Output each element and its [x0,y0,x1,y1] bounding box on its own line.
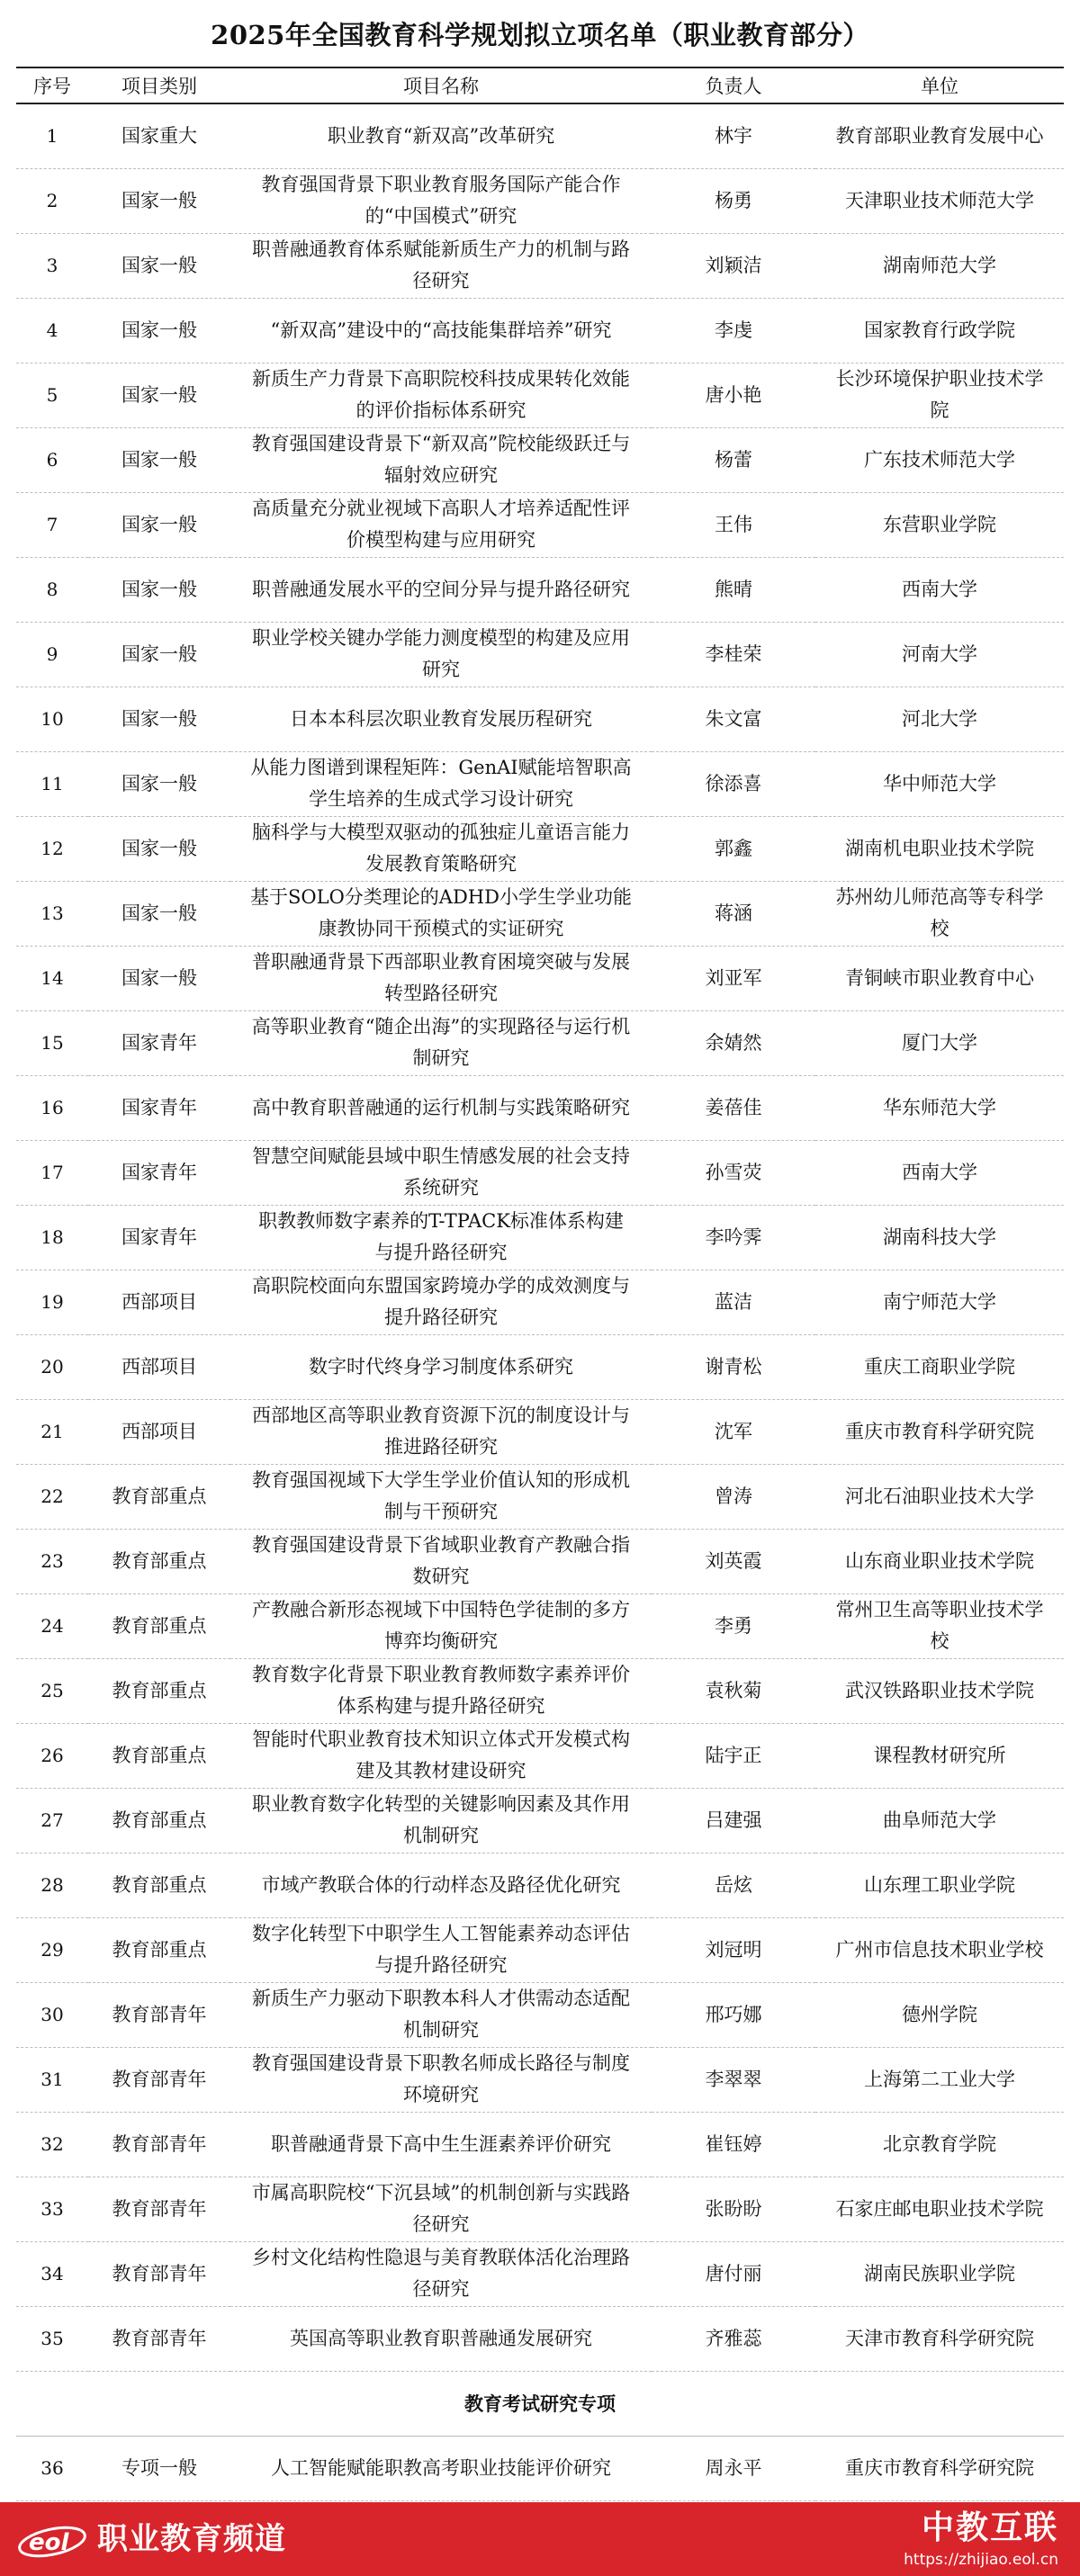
cell-unit: 苏州幼儿师范高等专科学校 [815,881,1064,946]
cell-name: 教育强国建设背景下“新双高”院校能级跃迁与辐射效应研究 [230,427,652,492]
cell-category: 教育部青年 [88,2112,230,2177]
cell-name: 职业教育数字化转型的关键影响因素及其作用机制研究 [230,1788,652,1853]
table-row [16,363,1064,427]
cell-name: 日本本科层次职业教育发展历程研究 [230,687,652,751]
project-list-table [16,67,1064,2501]
cell-unit: 石家庄邮电职业技术学院 [815,2177,1064,2241]
cell-category: 教育部青年 [88,2241,230,2306]
cell-index: 36 [16,2436,88,2500]
cell-name: 教育强国建设背景下省域职业教育产教融合指数研究 [230,1529,652,1593]
cell-unit: 广州市信息技术职业学校 [815,1917,1064,1982]
table-row [16,1853,1064,1917]
footer-logo[interactable] [16,2518,286,2560]
cell-category: 国家一般 [88,816,230,881]
table-row [16,1205,1064,1270]
cell-name: 智慧空间赋能县域中职生情感发展的社会支持系统研究 [230,1140,652,1205]
cell-name: 高职院校面向东盟国家跨境办学的成效测度与提升路径研究 [230,1270,652,1334]
cell-unit: 重庆工商职业学院 [815,1334,1064,1399]
cell-unit: 重庆市教育科学研究院 [815,1399,1064,1464]
cell-index: 2 [16,168,88,233]
footer-brand-block [770,2508,1058,2571]
table-row [16,1399,1064,1464]
cell-index: 7 [16,492,88,557]
cell-leader: 唐付丽 [652,2241,815,2306]
cell-leader: 杨勇 [652,168,815,233]
cell-category: 专项一般 [88,2436,230,2500]
section-row [16,2371,1064,2436]
cell-unit: 重庆市教育科学研究院 [815,2436,1064,2500]
cell-category: 国家一般 [88,363,230,427]
cell-unit: 南宁师范大学 [815,1270,1064,1334]
cell-category: 国家一般 [88,881,230,946]
cell-index: 29 [16,1917,88,1982]
table-row [16,1593,1064,1658]
cell-category: 教育部青年 [88,2047,230,2112]
cell-leader: 崔钰婷 [652,2112,815,2177]
cell-index: 24 [16,1593,88,1658]
table-row [16,1529,1064,1593]
special-table-row [16,2436,1064,2500]
cell-unit: 河南大学 [815,622,1064,687]
cell-index: 15 [16,1010,88,1075]
cell-unit: 课程教材研究所 [815,1723,1064,1788]
eol-logo-text: eol [29,2529,69,2556]
cell-name: 脑科学与大模型双驱动的孤独症儿童语言能力发展教育策略研究 [230,816,652,881]
cell-index: 25 [16,1658,88,1723]
cell-unit: 湖南科技大学 [815,1205,1064,1270]
cell-name: 市属高职院校“下沉县域”的机制创新与实践路径研究 [230,2177,652,2241]
table-row [16,1982,1064,2047]
table-row [16,816,1064,881]
cell-index: 1 [16,103,88,168]
cell-leader: 蓝洁 [652,1270,815,1334]
cell-index: 17 [16,1140,88,1205]
table-row [16,557,1064,622]
cell-name: 职业教育“新双高”改革研究 [230,103,652,168]
cell-name: 英国高等职业教育职普融通发展研究 [230,2306,652,2371]
cell-index: 11 [16,751,88,816]
cell-leader: 刘颖洁 [652,233,815,298]
table-row [16,492,1064,557]
footer-channel-name: 职业教育频道 [97,2521,286,2557]
cell-category: 国家一般 [88,298,230,363]
table-row [16,946,1064,1010]
cell-unit: 德州学院 [815,1982,1064,2047]
cell-name: 产教融合新形态视域下中国特色学徒制的多方博弈均衡研究 [230,1593,652,1658]
cell-unit: 北京教育学院 [815,2112,1064,2177]
cell-category: 国家青年 [88,1205,230,1270]
cell-category: 教育部重点 [88,1917,230,1982]
cell-index: 3 [16,233,88,298]
cell-leader: 吕建强 [652,1788,815,1853]
cell-index: 35 [16,2306,88,2371]
cell-category: 西部项目 [88,1334,230,1399]
cell-leader: 袁秋菊 [652,1658,815,1723]
page-title: 2025年全国教育科学规划拟立项名单（职业教育部分） [211,20,869,50]
cell-index: 16 [16,1075,88,1140]
cell-index: 30 [16,1982,88,2047]
cell-category: 教育部重点 [88,1853,230,1917]
cell-category: 国家重大 [88,103,230,168]
cell-index: 34 [16,2241,88,2306]
cell-unit: 西南大学 [815,1140,1064,1205]
table-body [16,103,1064,2500]
cell-name: 职普融通背景下高中生生涯素养评价研究 [230,2112,652,2177]
cell-unit: 湖南师范大学 [815,233,1064,298]
header-leader: 负责人 [652,67,815,103]
cell-name: 人工智能赋能职教高考职业技能评价研究 [230,2436,652,2500]
cell-leader: 熊晴 [652,557,815,622]
cell-index: 22 [16,1464,88,1529]
cell-name: 基于SOLO分类理论的ADHD小学生学业功能康教协同干预模式的实证研究 [230,881,652,946]
cell-index: 10 [16,687,88,751]
cell-name: 高等职业教育“随企出海”的实现路径与运行机制研究 [230,1010,652,1075]
cell-leader: 李桂荣 [652,622,815,687]
table-row [16,2306,1064,2371]
cell-leader: 杨蕾 [652,427,815,492]
cell-category: 教育部青年 [88,1982,230,2047]
cell-index: 13 [16,881,88,946]
cell-name: 职普融通发展水平的空间分异与提升路径研究 [230,557,652,622]
cell-unit: 天津市教育科学研究院 [815,2306,1064,2371]
table-row [16,1140,1064,1205]
cell-leader: 李吟霁 [652,1205,815,1270]
table-row [16,1723,1064,1788]
cell-index: 21 [16,1399,88,1464]
table-row [16,622,1064,687]
cell-category: 教育部重点 [88,1593,230,1658]
cell-index: 27 [16,1788,88,1853]
header-name: 项目名称 [230,67,652,103]
cell-index: 14 [16,946,88,1010]
cell-index: 8 [16,557,88,622]
table-row [16,1464,1064,1529]
cell-leader: 曾涛 [652,1464,815,1529]
cell-category: 国家一般 [88,687,230,751]
table-row [16,168,1064,233]
cell-leader: 刘亚军 [652,946,815,1010]
table-header-row [16,67,1064,103]
cell-category: 国家一般 [88,233,230,298]
cell-leader: 岳炫 [652,1853,815,1917]
cell-index: 5 [16,363,88,427]
table-row [16,687,1064,751]
cell-leader: 张盼盼 [652,2177,815,2241]
cell-category: 国家青年 [88,1075,230,1140]
cell-leader: 朱文富 [652,687,815,751]
cell-index: 4 [16,298,88,363]
cell-index: 6 [16,427,88,492]
cell-category: 国家一般 [88,492,230,557]
cell-leader: 王伟 [652,492,815,557]
cell-unit: 厦门大学 [815,1010,1064,1075]
table-row [16,1334,1064,1399]
cell-leader: 齐雅蕊 [652,2306,815,2371]
table-row [16,103,1064,168]
cell-name: 职普融通教育体系赋能新质生产力的机制与路径研究 [230,233,652,298]
cell-index: 32 [16,2112,88,2177]
cell-unit: 西南大学 [815,557,1064,622]
cell-category: 教育部重点 [88,1529,230,1593]
cell-name: 普职融通背景下西部职业教育困境突破与发展转型路径研究 [230,946,652,1010]
cell-name: “新双高”建设中的“高技能集群培养”研究 [230,298,652,363]
cell-category: 西部项目 [88,1270,230,1334]
cell-leader: 李勇 [652,1593,815,1658]
cell-name: 高中教育职普融通的运行机制与实践策略研究 [230,1075,652,1140]
cell-index: 20 [16,1334,88,1399]
cell-leader: 周永平 [652,2436,815,2500]
cell-unit: 曲阜师范大学 [815,1788,1064,1853]
table-row [16,2112,1064,2177]
cell-unit: 青铜峡市职业教育中心 [815,946,1064,1010]
cell-category: 国家一般 [88,557,230,622]
cell-unit: 教育部职业教育发展中心 [815,103,1064,168]
cell-name: 教育强国视域下大学生学业价值认知的形成机制与干预研究 [230,1464,652,1529]
cell-leader: 陆宇正 [652,1723,815,1788]
cell-name: 新质生产力背景下高职院校科技成果转化效能的评价指标体系研究 [230,363,652,427]
cell-leader: 刘英霞 [652,1529,815,1593]
table-row [16,298,1064,363]
footer-url[interactable]: https://zhijiao.eol.cn [904,2551,1058,2569]
cell-unit: 国家教育行政学院 [815,298,1064,363]
header-category: 项目类别 [88,67,230,103]
cell-leader: 刘冠明 [652,1917,815,1982]
table-row [16,2177,1064,2241]
cell-index: 31 [16,2047,88,2112]
cell-leader: 谢青松 [652,1334,815,1399]
cell-category: 国家一般 [88,622,230,687]
cell-category: 教育部重点 [88,1723,230,1788]
cell-unit: 华东师范大学 [815,1075,1064,1140]
cell-category: 国家一般 [88,168,230,233]
cell-unit: 河北石油职业技术大学 [815,1464,1064,1529]
footer-bar [0,2502,1080,2576]
cell-name: 智能时代职业教育技术知识立体式开发模式构建及其教材建设研究 [230,1723,652,1788]
cell-index: 9 [16,622,88,687]
table-row [16,881,1064,946]
cell-unit: 河北大学 [815,687,1064,751]
cell-index: 33 [16,2177,88,2241]
cell-leader: 林宇 [652,103,815,168]
cell-name: 新质生产力驱动下职教本科人才供需动态适配机制研究 [230,1982,652,2047]
cell-leader: 邢巧娜 [652,1982,815,2047]
cell-leader: 沈军 [652,1399,815,1464]
cell-category: 国家一般 [88,751,230,816]
cell-unit: 上海第二工业大学 [815,2047,1064,2112]
footer-brand: 中教互联 [921,2509,1058,2546]
cell-unit: 武汉铁路职业技术学院 [815,1658,1064,1723]
cell-name: 从能力图谱到课程矩阵：GenAI赋能培智职高学生培养的生成式学习设计研究 [230,751,652,816]
cell-category: 西部项目 [88,1399,230,1464]
cell-category: 国家青年 [88,1140,230,1205]
cell-name: 数字化转型下中职学生人工智能素养动态评估与提升路径研究 [230,1917,652,1982]
cell-category: 教育部重点 [88,1788,230,1853]
cell-index: 26 [16,1723,88,1788]
cell-index: 19 [16,1270,88,1334]
table-row [16,1010,1064,1075]
cell-name: 市域产教联合体的行动样态及路径优化研究 [230,1853,652,1917]
section-title: 教育考试研究专项 [16,2371,1064,2436]
cell-index: 23 [16,1529,88,1593]
table-row [16,2241,1064,2306]
cell-unit: 广东技术师范大学 [815,427,1064,492]
cell-unit: 华中师范大学 [815,751,1064,816]
cell-unit: 长沙环境保护职业技术学院 [815,363,1064,427]
cell-name: 乡村文化结构性隐退与美育教联体活化治理路径研究 [230,2241,652,2306]
cell-unit: 天津职业技术师范大学 [815,168,1064,233]
cell-leader: 蒋涵 [652,881,815,946]
cell-unit: 湖南民族职业学院 [815,2241,1064,2306]
table-row [16,751,1064,816]
eol-logo-icon [16,2520,90,2558]
cell-unit: 山东商业职业技术学院 [815,1529,1064,1593]
cell-name: 职教教师数字素养的T-TPACK标准体系构建与提升路径研究 [230,1205,652,1270]
cell-leader: 姜蓓佳 [652,1075,815,1140]
cell-name: 数字时代终身学习制度体系研究 [230,1334,652,1399]
cell-leader: 李虔 [652,298,815,363]
cell-name: 教育强国建设背景下职教名师成长路径与制度环境研究 [230,2047,652,2112]
cell-leader: 唐小艳 [652,363,815,427]
cell-category: 国家一般 [88,946,230,1010]
cell-leader: 李翠翠 [652,2047,815,2112]
cell-unit: 常州卫生高等职业技术学校 [815,1593,1064,1658]
cell-leader: 郭鑫 [652,816,815,881]
header-index: 序号 [16,67,88,103]
cell-unit: 东营职业学院 [815,492,1064,557]
cell-name: 教育数字化背景下职业教育教师数字素养评价体系构建与提升路径研究 [230,1658,652,1723]
cell-leader: 徐添喜 [652,751,815,816]
cell-category: 国家一般 [88,427,230,492]
cell-index: 28 [16,1853,88,1917]
cell-name: 教育强国背景下职业教育服务国际产能合作的“中国模式”研究 [230,168,652,233]
table-row [16,1788,1064,1853]
cell-leader: 孙雪荧 [652,1140,815,1205]
table-row [16,233,1064,298]
table-row [16,1270,1064,1334]
cell-unit: 湖南机电职业技术学院 [815,816,1064,881]
cell-name: 高质量充分就业视域下高职人才培养适配性评价模型构建与应用研究 [230,492,652,557]
header-unit: 单位 [815,67,1064,103]
cell-name: 西部地区高等职业教育资源下沉的制度设计与推进路径研究 [230,1399,652,1464]
cell-category: 教育部青年 [88,2177,230,2241]
table-row [16,2047,1064,2112]
table-row [16,427,1064,492]
table-row [16,1917,1064,1982]
table-row [16,1658,1064,1723]
cell-unit: 山东理工职业学院 [815,1853,1064,1917]
cell-index: 18 [16,1205,88,1270]
cell-index: 12 [16,816,88,881]
cell-name: 职业学校关键办学能力测度模型的构建及应用研究 [230,622,652,687]
table-row [16,1075,1064,1140]
cell-category: 国家青年 [88,1010,230,1075]
cell-leader: 余婧然 [652,1010,815,1075]
cell-category: 教育部重点 [88,1658,230,1723]
cell-category: 教育部重点 [88,1464,230,1529]
cell-category: 教育部青年 [88,2306,230,2371]
